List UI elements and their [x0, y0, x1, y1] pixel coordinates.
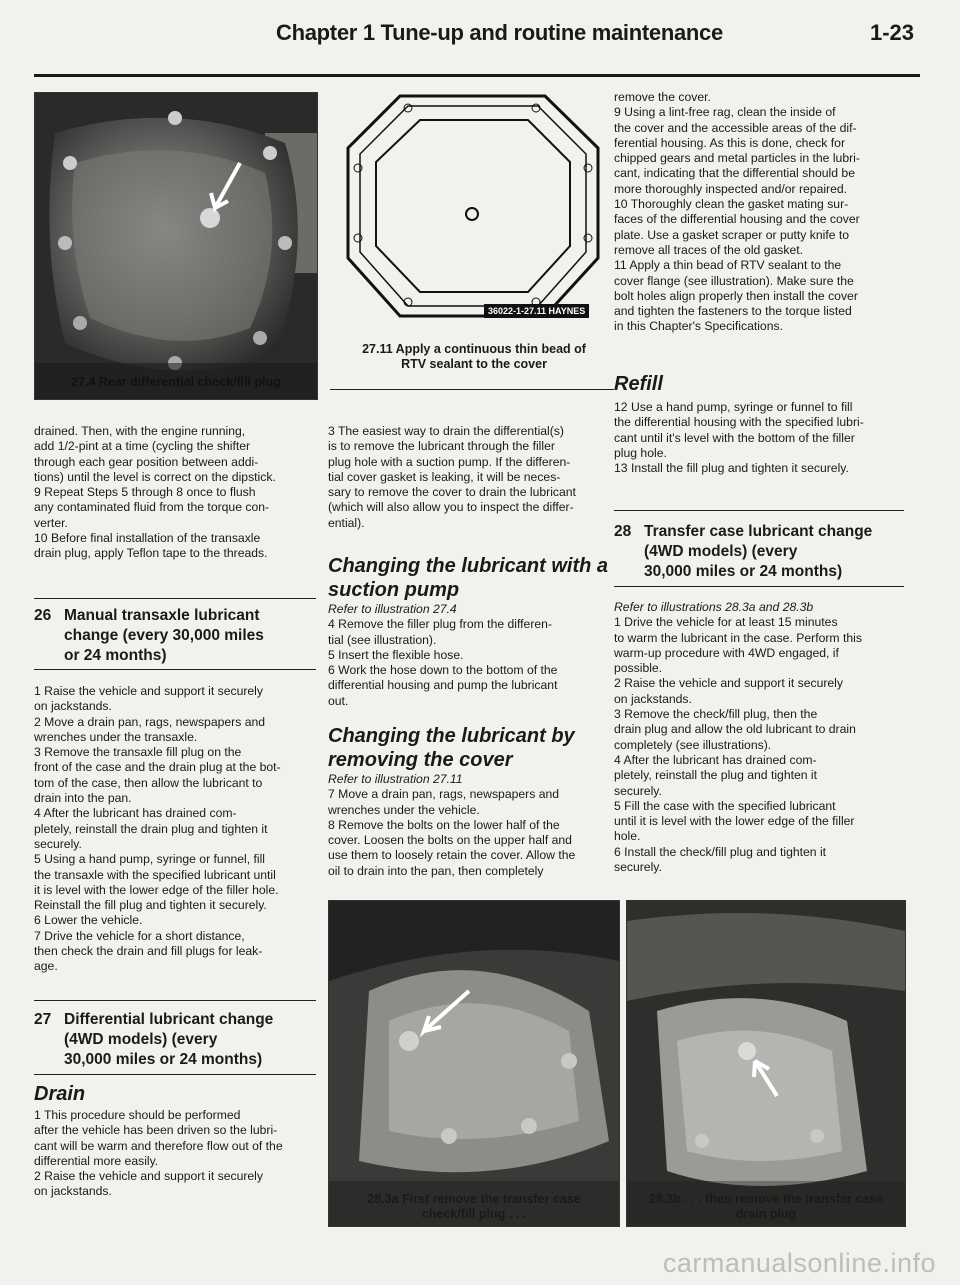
text-line: cant until it's level with the bottom of the filler [614, 430, 855, 445]
text-line: on jackstands. [34, 699, 112, 714]
text-line: the cover and the accessible areas of the dif- [614, 120, 857, 135]
section-title-line: or 24 months) [64, 647, 167, 664]
text-line: 2 Raise the vehicle and support it securely [34, 1169, 263, 1184]
text-line: differential housing and pump the lubricant [328, 678, 558, 693]
text-line: drain plug and allow the old lubricant to drain [614, 722, 856, 737]
text-line: ential). [328, 515, 365, 530]
text-line: remove all traces of the old gasket. [614, 242, 804, 257]
text-line: 1 Drive the vehicle for at least 15 minutes [614, 615, 838, 630]
text-line: 6 Work the hose down to the bottom of the [328, 663, 558, 678]
section-title-line: 30,000 miles or 24 months) [64, 1051, 263, 1068]
figure-caption-line: drain plug [735, 1207, 797, 1221]
section-rule [34, 1000, 316, 1001]
text-line: add 1/2-pint at a time (cycling the shifter [34, 439, 251, 454]
text-line: (which will also allow you to inspect the differ- [328, 500, 574, 515]
text-line: plug hole. [614, 445, 667, 460]
subheading-line: Changing the lubricant by [328, 725, 575, 747]
section-title-line: Transfer case lubricant change [644, 523, 873, 540]
text-line: in this Chapter's Specifications. [614, 319, 783, 334]
text-line: after the vehicle has been driven so the lubri- [34, 1123, 278, 1138]
photo-transfer-case-drain [626, 900, 906, 1227]
suction-pump-subheading [328, 554, 608, 602]
text-line: 3 The easiest way to drain the differential(s) [328, 424, 564, 438]
differential-photo-image [35, 93, 317, 399]
text-line: 9 Repeat Steps 5 through 8 once to flush [34, 485, 256, 500]
text-line: verter. [34, 515, 68, 530]
text-line: drain plug, apply Teflon tape to the threads. [34, 546, 268, 561]
text-line: chipped gears and metal particles in the lubri- [614, 151, 860, 166]
illustration-reference: Refer to illustrations 28.3a and 28.3b [614, 600, 814, 614]
text-line: 2 Raise the vehicle and support it securely [614, 676, 843, 691]
section-26-heading [34, 606, 316, 666]
text-line: 3 Remove the transaxle fill plug on the [34, 745, 242, 760]
text-line: Reinstall the fill plug and tighten it securely. [34, 898, 267, 913]
transfer-case-fill-image [329, 901, 619, 1226]
col2-cover-text [328, 772, 618, 879]
haynes-tag: 36022-1-27.11 HAYNES [484, 304, 589, 318]
section-number: 27 [34, 1011, 52, 1028]
section-rule [34, 669, 316, 670]
col1-intro-text [34, 424, 316, 562]
chapter-title: Chapter 1 Tune-up and routine maintenance [276, 20, 723, 45]
section-number: 28 [614, 523, 632, 540]
col2-suction-text [328, 602, 618, 709]
text-line: pletely, reinstall the drain plug and tighten it [34, 821, 268, 836]
text-line: 10 Before final installation of the transaxle [34, 531, 261, 546]
text-line: and tighten the fasteners to the torque listed [614, 304, 852, 319]
figure-caption-line: RTV sealant to the cover [401, 357, 547, 371]
text-line: the transaxle with the specified lubricant until [34, 867, 276, 882]
text-line: 13 Install the fill plug and tighten it securely. [614, 461, 849, 476]
figure-caption-line: 28.3b . . . then remove the transfer case [648, 1192, 884, 1206]
text-line: on jackstands. [614, 691, 692, 706]
text-line: then check the drain and fill plugs for leak- [34, 944, 263, 959]
text-line: hole. [614, 829, 641, 844]
section-title-line: Manual transaxle lubricant [64, 607, 260, 624]
section-title-line: 30,000 miles or 24 months) [644, 563, 843, 580]
text-line: 9 Using a lint-free rag, clean the inside of [614, 105, 836, 120]
figure-caption: 27.4 Rear differential check/fill plug [71, 375, 281, 389]
photo-transfer-case-fill [328, 900, 620, 1227]
text-line: the differential housing with the specified lubri- [614, 415, 864, 430]
figure-caption-line: check/fill plug . . . [421, 1207, 527, 1221]
col2-intro-text [328, 424, 618, 531]
text-line: ferential housing. As this is done, check for [614, 135, 846, 150]
header-rule [34, 74, 920, 77]
section-28-heading [614, 522, 904, 582]
col3-refill-text [614, 400, 904, 476]
section-title-line: (4WD models) (every [64, 1031, 218, 1048]
text-line: 4 Remove the filler plug from the differen- [328, 617, 552, 632]
subheading-line: Changing the lubricant with a [328, 555, 608, 577]
text-line: securely. [34, 836, 82, 851]
figure-caption-line: 28.3a First remove the transfer case [367, 1192, 581, 1206]
text-line: 1 This procedure should be performed [34, 1108, 241, 1122]
text-line: 2 Move a drain pan, rags, newspapers and [34, 714, 266, 729]
text-line: more thoroughly inspected and/or repaired. [614, 181, 848, 196]
page-header [0, 14, 960, 54]
text-line: cant, indicating that the differential should be [614, 166, 855, 181]
text-line: tial (see illustration). [328, 632, 437, 647]
watermark-text: carmanualsonline.info [662, 1248, 936, 1278]
text-line: wrenches under the transaxle. [34, 729, 198, 744]
text-line: 5 Insert the flexible hose. [328, 647, 464, 662]
text-line: securely. [614, 860, 662, 875]
col3-section28-text [614, 600, 904, 875]
text-line: wrenches under the vehicle. [328, 802, 480, 817]
text-line: 5 Fill the case with the specified lubricant [614, 798, 836, 813]
text-line: front of the case and the drain plug at the bot- [34, 760, 281, 775]
text-line: 4 After the lubricant has drained com- [614, 752, 817, 767]
text-line: tions) until the level is correct on the dipstick. [34, 469, 276, 484]
text-line: possible. [614, 661, 663, 676]
photo-rear-differential [34, 92, 318, 400]
text-line: 7 Move a drain pan, rags, newspapers and [328, 787, 560, 802]
section-title-line: change (every 30,000 miles [64, 627, 264, 644]
text-line: it is level with the lower edge of the filler hole. [34, 882, 279, 897]
section-rule [614, 586, 904, 587]
page-number: 1-23 [869, 20, 914, 45]
transfer-case-drain-image [627, 901, 905, 1226]
text-line: drain into the pan. [34, 791, 132, 806]
section-rule [614, 510, 904, 511]
text-line: differential more easily. [34, 1153, 159, 1168]
text-line: on jackstands. [34, 1184, 112, 1199]
text-line: pletely, reinstall the plug and tighten it [614, 768, 818, 783]
text-line: warm-up procedure with 4WD engaged, if [614, 645, 839, 660]
gasket-cover-drawing [330, 88, 618, 338]
text-line: 6 Lower the vehicle. [34, 913, 143, 928]
illustration-reference: Refer to illustration 27.11 [328, 772, 463, 786]
section-number: 26 [34, 607, 52, 624]
text-line: 5 Using a hand pump, syringe or funnel, fill [34, 852, 266, 867]
text-line: remove the cover. [614, 90, 711, 104]
text-line: 10 Thoroughly clean the gasket mating sur- [614, 197, 849, 212]
text-line: age. [34, 959, 58, 974]
text-line: until it is level with the lower edge of the filler [614, 814, 855, 829]
text-line: any contaminated fluid from the torque con- [34, 500, 270, 515]
text-line: tial cover gasket is leaking, it will be neces- [328, 469, 561, 484]
text-line: 7 Drive the vehicle for a short distance, [34, 928, 245, 943]
section-rule [330, 389, 614, 390]
text-line: cover flange (see illustration). Make sure the [614, 273, 854, 288]
text-line: to warm the lubricant in the case. Perform this [614, 630, 862, 645]
text-line: drained. Then, with the engine running, [34, 424, 246, 438]
remove-cover-subheading [328, 724, 575, 772]
subheading-line: suction pump [328, 579, 460, 601]
text-line: 12 Use a hand pump, syringe or funnel to fill [614, 400, 853, 414]
refill-subheading: Refill [614, 373, 663, 395]
text-line: cover. Loosen the bolts on the upper half and [328, 833, 572, 848]
section-rule [34, 598, 316, 599]
illustration-reference: Refer to illustration 27.4 [328, 602, 457, 616]
text-line: tom of the case, then allow the lubricant to [34, 775, 263, 790]
text-line: sary to remove the cover to drain the lubricant [328, 485, 576, 500]
illustration-gasket-cover [330, 88, 618, 388]
text-line: 3 Remove the check/fill plug, then the [614, 707, 818, 722]
col1-drain-text [34, 1108, 316, 1200]
text-line: securely. [614, 783, 662, 798]
text-line: plug hole with a suction pump. If the differen- [328, 454, 571, 469]
section-27-heading [34, 1010, 316, 1070]
text-line: 11 Apply a thin bead of RTV sealant to the [614, 258, 842, 273]
drain-subheading: Drain [34, 1083, 86, 1105]
text-line: bolt holes align properly then install the cover [614, 288, 858, 303]
text-line: completely (see illustrations). [614, 737, 772, 752]
text-line: plate. Use a gasket scraper or putty knife to [614, 227, 850, 242]
section-title-line: (4WD models) (every [644, 543, 798, 560]
col3-intro-text [614, 90, 904, 335]
text-line: oil to drain into the pan, then completely [328, 863, 544, 878]
col1-section26-text [34, 684, 316, 975]
text-line: through each gear position between addi- [34, 454, 259, 469]
text-line: 4 After the lubricant has drained com- [34, 806, 237, 821]
text-line: 6 Install the check/fill plug and tighten it [614, 844, 827, 859]
section-rule [34, 1074, 316, 1075]
text-line: cant will be warm and therefore flow out of the [34, 1138, 283, 1153]
text-line: 1 Raise the vehicle and support it securely [34, 684, 263, 698]
text-line: use them to loosely retain the cover. Allow the [328, 848, 576, 863]
text-line: out. [328, 693, 349, 708]
section-title-line: Differential lubricant change [64, 1011, 274, 1028]
subheading-line: removing the cover [328, 749, 513, 771]
text-line: 8 Remove the bolts on the lower half of the [328, 817, 560, 832]
figure-caption-line: 27.11 Apply a continuous thin bead of [362, 342, 586, 356]
text-line: is to remove the lubricant through the filler [328, 439, 555, 454]
text-line: faces of the differential housing and the cover [614, 212, 860, 227]
